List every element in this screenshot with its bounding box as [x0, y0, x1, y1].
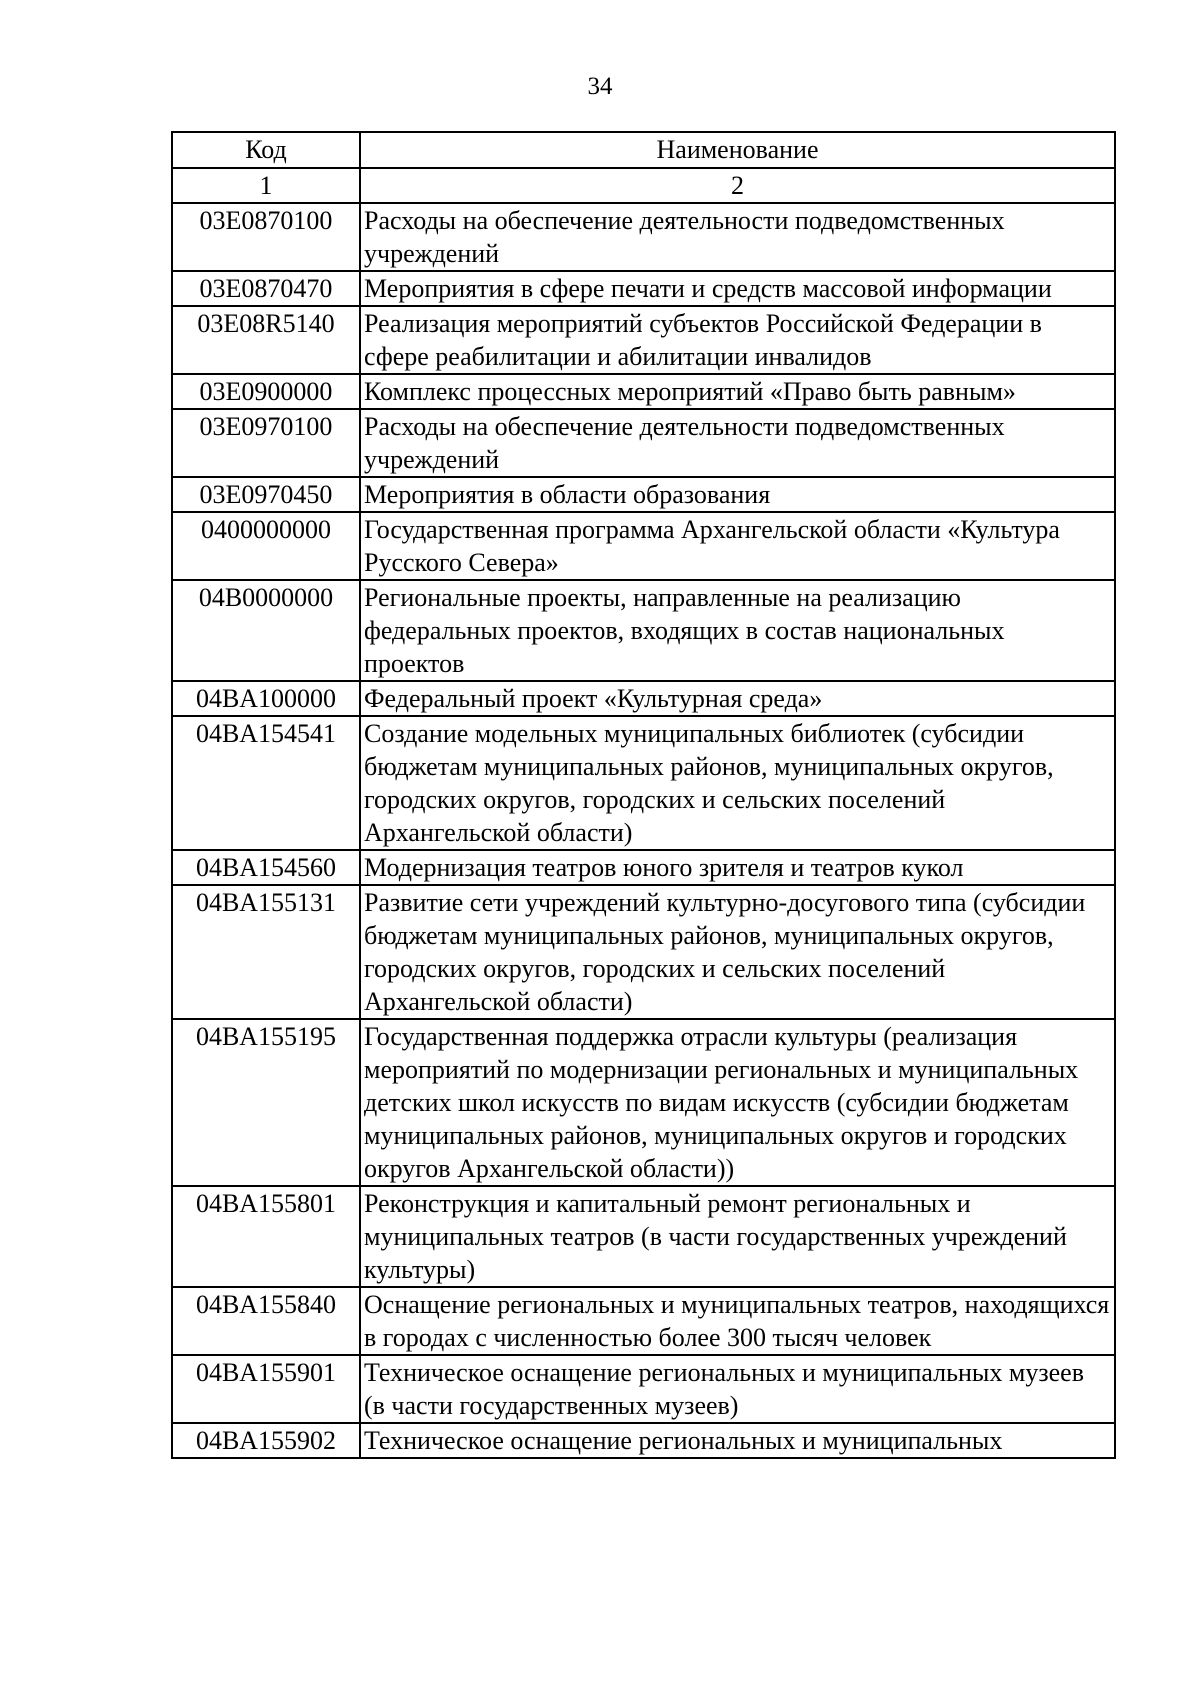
- row-name: Реализация мероприятий субъектов Российской Федерации в сфере реабилитации и абилитации инвалидов: [360, 306, 1115, 374]
- table-body: [172, 203, 1115, 1458]
- row-name: Развитие сети учреждений культурно-досугового типа (субсидии бюджетам муниципальных районов, муниципальных округов, городских округов, городских и сельских поселений Архангельской области): [360, 885, 1115, 1019]
- row-name: Государственная поддержка отрасли культуры (реализация мероприятий по модернизации региональных и муниципальных детских школ искусств по видам искусств (субсидии бюджетам муниципальных районов, муниципальных округов и городских округов Архангельской области)): [360, 1019, 1115, 1186]
- table-row: [172, 1423, 1115, 1458]
- row-name: Техническое оснащение региональных и муниципальных: [360, 1423, 1115, 1458]
- row-name: Расходы на обеспечение деятельности подведомственных учреждений: [360, 203, 1115, 271]
- header-row: [172, 132, 1115, 168]
- row-name: Комплекс процессных мероприятий «Право быть равным»: [360, 374, 1115, 409]
- row-code: 04BA155840: [172, 1287, 360, 1355]
- table-row: [172, 271, 1115, 306]
- table-row: [172, 512, 1115, 580]
- table-row: [172, 374, 1115, 409]
- table-row: [172, 1186, 1115, 1287]
- column-numbering-row: [172, 168, 1115, 203]
- row-code: 04BA154560: [172, 850, 360, 885]
- row-name: Оснащение региональных и муниципальных театров, находящихся в городах с численностью более 300 тысяч человек: [360, 1287, 1115, 1355]
- table-row: [172, 1019, 1115, 1186]
- row-code: 04BA154541: [172, 716, 360, 850]
- row-code: 03E08R5140: [172, 306, 360, 374]
- row-name: Создание модельных муниципальных библиотек (субсидии бюджетам муниципальных районов, муниципальных округов, городских округов, городских и сельских поселений Архангельской области): [360, 716, 1115, 850]
- row-code: 03E0970100: [172, 409, 360, 477]
- header-code: Код: [172, 132, 360, 168]
- table-row: [172, 716, 1115, 850]
- row-name: Государственная программа Архангельской области «Культура Русского Севера»: [360, 512, 1115, 580]
- row-code: 03E0870100: [172, 203, 360, 271]
- table-row: [172, 850, 1115, 885]
- row-name: Модернизация театров юного зрителя и театров кукол: [360, 850, 1115, 885]
- table-row: [172, 477, 1115, 512]
- page-number: 34: [587, 73, 613, 100]
- row-name: Расходы на обеспечение деятельности подведомственных учреждений: [360, 409, 1115, 477]
- row-name: Мероприятия в области образования: [360, 477, 1115, 512]
- row-name: Мероприятия в сфере печати и средств массовой информации: [360, 271, 1115, 306]
- row-name: Региональные проекты, направленные на реализацию федеральных проектов, входящих в состав национальных проектов: [360, 580, 1115, 681]
- row-code: 03E0900000: [172, 374, 360, 409]
- row-code: 03E0870470: [172, 271, 360, 306]
- table-row: [172, 306, 1115, 374]
- row-code: 04B0000000: [172, 580, 360, 681]
- table-row: [172, 580, 1115, 681]
- table-row: [172, 409, 1115, 477]
- row-name: Федеральный проект «Культурная среда»: [360, 681, 1115, 716]
- row-code: 04BA100000: [172, 681, 360, 716]
- column-number-2: 2: [360, 168, 1115, 203]
- budget-classification-table: [171, 131, 1116, 1459]
- row-name: Техническое оснащение региональных и муниципальных музеев (в части государственных музеев): [360, 1355, 1115, 1423]
- table-header: [172, 132, 1115, 203]
- row-code: 04BA155131: [172, 885, 360, 1019]
- row-code: 03E0970450: [172, 477, 360, 512]
- row-code: 04BA155801: [172, 1186, 360, 1287]
- table-row: [172, 885, 1115, 1019]
- row-code: 04BA155902: [172, 1423, 360, 1458]
- table-row: [172, 203, 1115, 271]
- header-name: Наименование: [360, 132, 1115, 168]
- table-row: [172, 681, 1115, 716]
- table-row: [172, 1355, 1115, 1423]
- row-code: 0400000000: [172, 512, 360, 580]
- column-number-1: 1: [172, 168, 360, 203]
- table-row: [172, 1287, 1115, 1355]
- row-code: 04BA155901: [172, 1355, 360, 1423]
- row-code: 04BA155195: [172, 1019, 360, 1186]
- row-name: Реконструкция и капитальный ремонт региональных и муниципальных театров (в части государственных учреждений культуры): [360, 1186, 1115, 1287]
